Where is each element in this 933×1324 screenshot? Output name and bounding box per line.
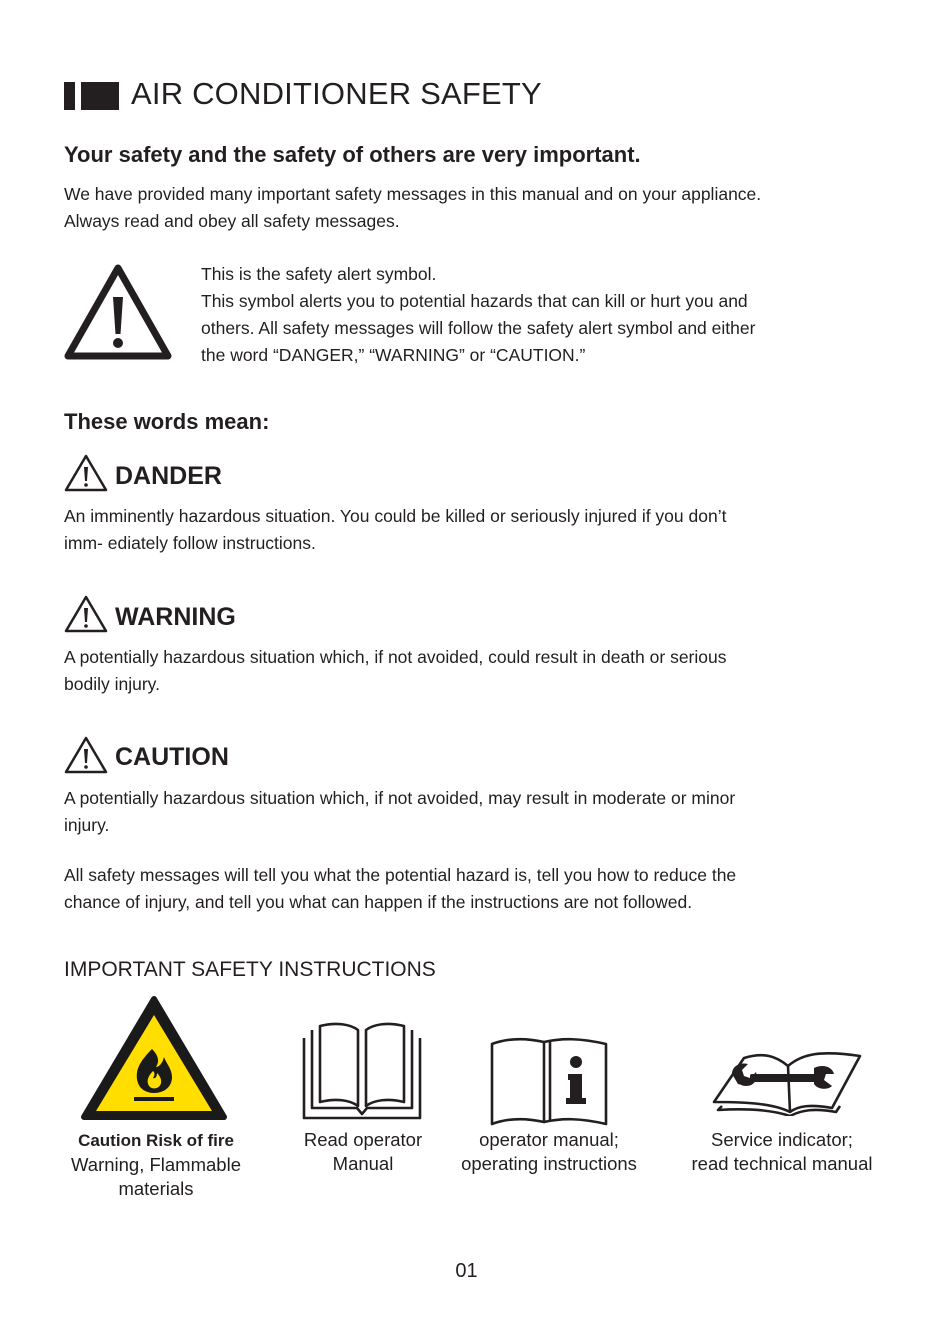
warning-label: WARNING	[115, 603, 236, 631]
safety-alert-triangle-icon	[62, 262, 174, 362]
instructions-heading: IMPORTANT SAFETY INSTRUCTIONS	[64, 958, 436, 981]
caution-text: A potentially hazardous situation which, if not avoided, may result in moderate or minor injury.	[64, 788, 736, 835]
words-heading: These words mean:	[64, 409, 270, 434]
read-manual-caption: Read operator Manual	[303, 1129, 423, 1174]
page-number: 01	[455, 1260, 478, 1282]
danger-text: An imminently hazardous situation. You could be killed or seriously injured if you don’t imm- ediately follow instructions.	[64, 506, 727, 553]
wrench-book-icon	[710, 1044, 866, 1116]
warning-triangle-icon	[63, 453, 109, 493]
caution-label: CAUTION	[115, 743, 229, 771]
warning-text: A potentially hazardous situation which, if not avoided, could result in death or serious bodily injury.	[64, 647, 727, 694]
page-title: AIR CONDITIONER SAFETY	[131, 76, 542, 111]
flammable-caption: Caution Risk of fire Warning, Flammable materials	[71, 1131, 241, 1199]
service-indicator-caption: Service indicator; read technical manual	[691, 1129, 873, 1174]
intro-text: We have provided many important safety messages in this manual and on your appliance. Always read and obey all safety messages.	[64, 184, 762, 231]
warning-triangle-icon	[63, 735, 109, 775]
alert-symbol-text: This is the safety alert symbol. This symbol alerts you to potential hazards that can kill or hurt you and others. All safety messages will follow the safety alert symbol and either the word “DANGER,” “WARNING” or “CAUTION.”	[201, 264, 756, 365]
closing-text: All safety messages will tell you what the potential hazard is, tell you how to reduce the chance of injury, and tell you what can happen if the instructions are not followed.	[64, 865, 737, 912]
warning-triangle-icon	[63, 594, 109, 634]
operator-manual-caption: operator manual; operating instructions	[461, 1129, 637, 1174]
flammable-warning-icon	[80, 995, 228, 1123]
open-book-icon	[302, 1020, 422, 1122]
manual-info-icon	[488, 1030, 610, 1126]
danger-label: DANDER	[115, 462, 222, 490]
intro-heading: Your safety and the safety of others are very important.	[64, 142, 641, 167]
